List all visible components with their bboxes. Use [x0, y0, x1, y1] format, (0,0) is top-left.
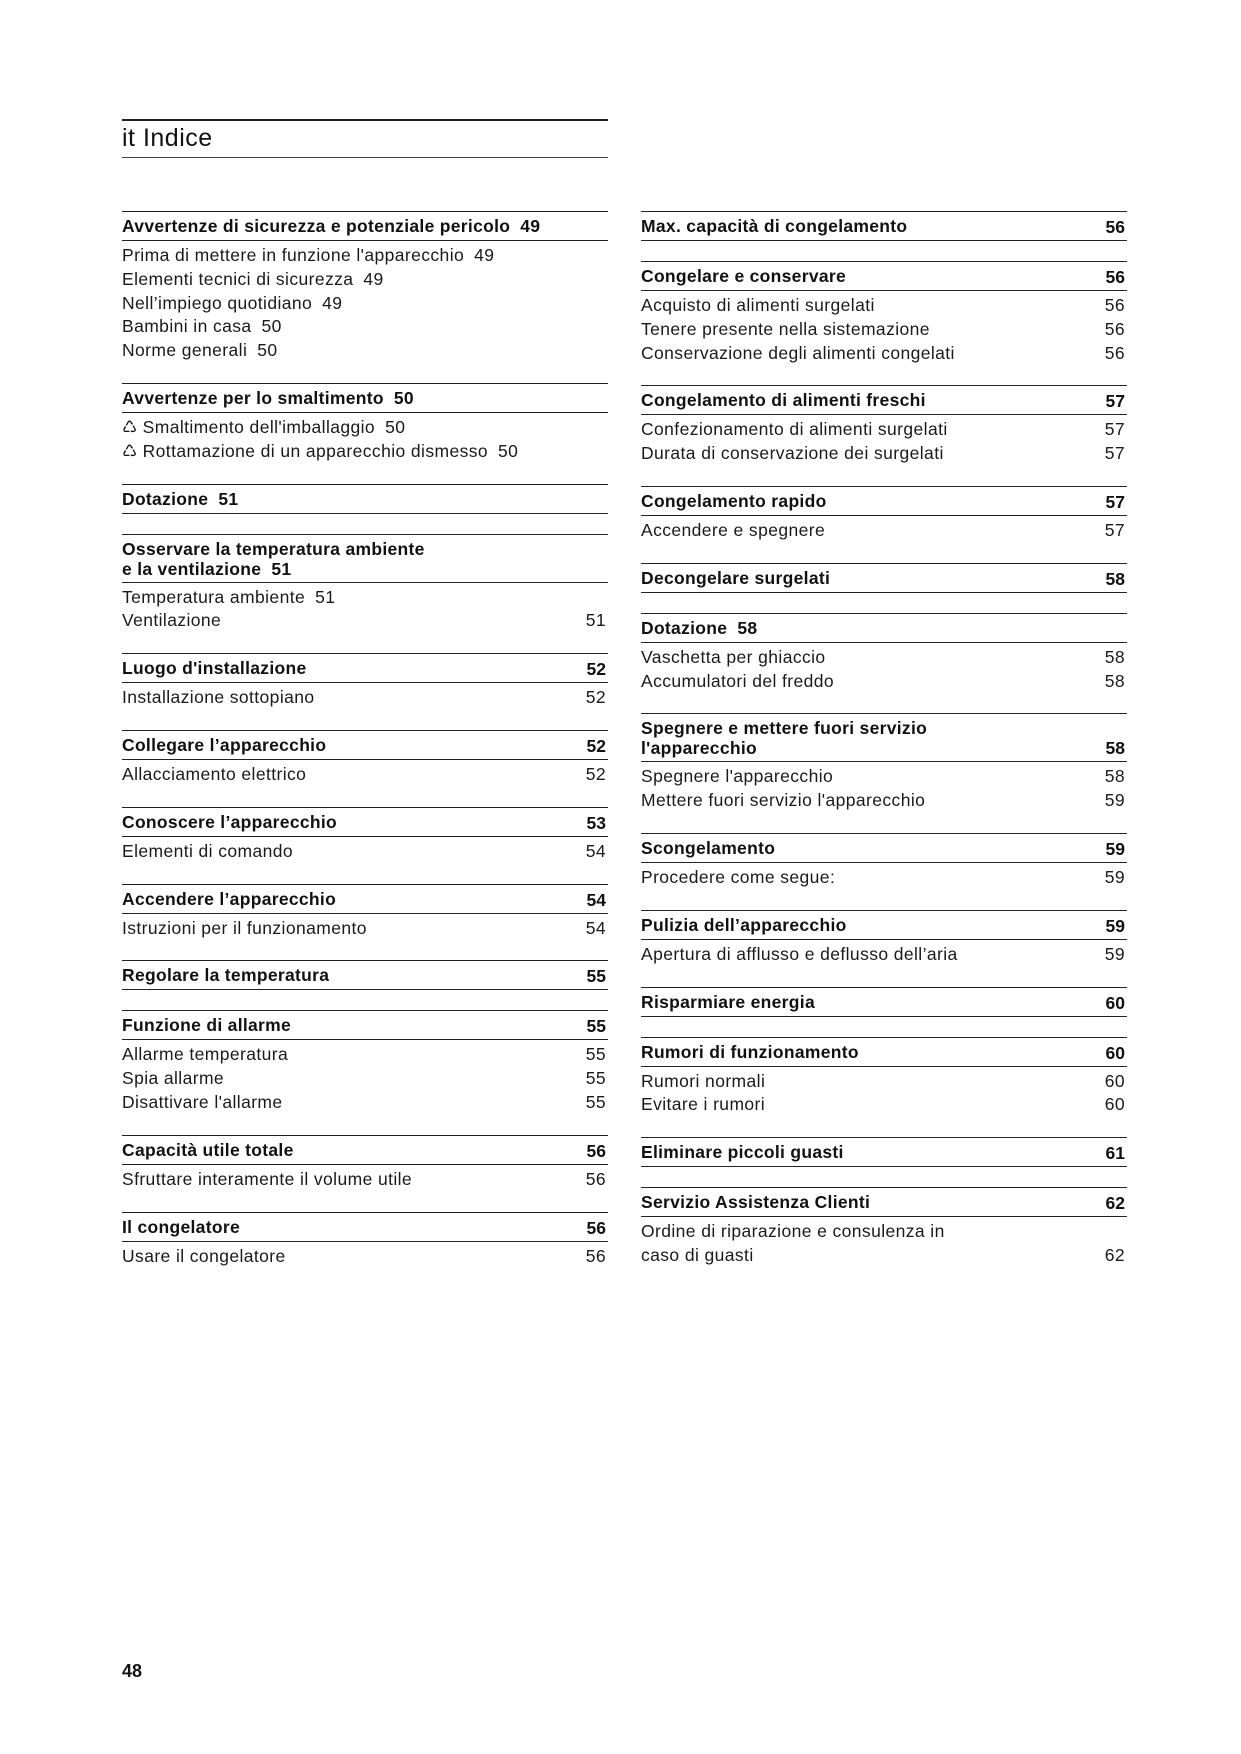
section-title[interactable]	[641, 1042, 1127, 1062]
section-title[interactable]	[641, 216, 1127, 236]
section-entries	[122, 1165, 608, 1192]
section-title-text: Regolare la temperatura	[122, 965, 330, 986]
toc-section	[641, 385, 1127, 466]
section-page-number: 52	[586, 735, 606, 756]
entry-text: Bambini in casa	[122, 316, 252, 337]
section-title[interactable]	[122, 1015, 608, 1035]
section-heading[interactable]	[641, 833, 1127, 863]
entry-text: Ordine di riparazione e consulenza in	[641, 1221, 945, 1242]
section-heading[interactable]	[641, 261, 1127, 291]
section-page-number: 61	[1105, 1143, 1125, 1164]
section-entries	[641, 291, 1127, 365]
toc-entry[interactable]	[122, 416, 608, 440]
section-title-text: Collegare l’apparecchio	[122, 734, 327, 755]
toc-entry[interactable]	[122, 1245, 608, 1269]
section-title-text: Osservare la temperatura ambiente	[122, 538, 425, 559]
section-title[interactable]	[641, 491, 1127, 511]
entry-page-number: 62	[1104, 1244, 1125, 1265]
section-page-number: 62	[1105, 1193, 1125, 1214]
section-title-text: Avvertenze di sicurezza e potenziale pericolo	[122, 216, 511, 236]
entry-text: Rottamazione di un apparecchio dismesso	[142, 440, 489, 461]
toc-section	[122, 1010, 608, 1114]
entry-page-number: 54	[585, 917, 606, 938]
entry-text: Spegnere l'apparecchio	[641, 766, 834, 787]
toc-section	[122, 1135, 608, 1192]
section-entries	[641, 940, 1127, 967]
toc-section	[641, 713, 1127, 813]
section-page-number: 59	[1105, 838, 1125, 859]
section-title[interactable]	[122, 658, 608, 678]
section-title-text: Servizio Assistenza Clienti	[641, 1192, 871, 1213]
section-entries	[641, 516, 1127, 543]
entry-text-line2: caso di guasti	[641, 1244, 754, 1265]
entry-text: Nell’impiego quotidiano	[122, 292, 313, 313]
entry-page-number: 52	[585, 763, 606, 784]
entry-page-number: 57	[1104, 419, 1125, 440]
section-title[interactable]	[122, 1140, 608, 1160]
toc-section	[122, 211, 608, 363]
toc-entry[interactable]	[122, 1043, 608, 1067]
section-entries	[122, 914, 608, 941]
toc-section	[122, 653, 608, 710]
toc-section	[641, 1137, 1127, 1167]
section-entries	[122, 760, 608, 787]
section-title[interactable]	[641, 568, 1127, 588]
recycle-icon: ♺	[122, 441, 138, 461]
section-entries	[641, 1217, 1127, 1268]
entry-page-number: 56	[1104, 295, 1125, 315]
section-page-number: 53	[586, 812, 606, 833]
section-title[interactable]	[641, 1192, 1127, 1212]
section-page-number: 58	[1105, 568, 1125, 589]
section-entries	[122, 241, 608, 363]
section-title-text: Congelamento di alimenti freschi	[641, 390, 926, 411]
entry-page-number: 60	[1104, 1070, 1125, 1091]
entry-page-number: 60	[1104, 1094, 1125, 1115]
section-heading[interactable]	[641, 385, 1127, 415]
section-title-text: Decongelare surgelati	[641, 567, 831, 588]
section-title-text: Luogo d'installazione	[122, 658, 307, 679]
section-title-text: Accendere l’apparecchio	[122, 888, 337, 909]
entry-text: Rumori normali	[641, 1070, 766, 1091]
section-title[interactable]	[122, 539, 608, 579]
toc-entry[interactable]	[641, 1093, 1127, 1117]
toc-entry[interactable]	[641, 1220, 1127, 1268]
toc-entry[interactable]	[641, 442, 1127, 466]
entry-text: Apertura di afflusso e deflusso dell’aria	[641, 943, 958, 964]
section-page-number: 56	[586, 1140, 606, 1161]
section-entries	[122, 683, 608, 710]
toc-section	[122, 484, 608, 514]
entry-text: Istruzioni per il funzionamento	[122, 917, 367, 938]
section-title-text: Spegnere e mettere fuori servizio	[641, 718, 928, 739]
section-title-text: Avvertenze per lo smaltimento	[122, 387, 384, 408]
section-heading[interactable]	[122, 884, 608, 914]
toc-section	[641, 1037, 1127, 1118]
section-title-text: Eliminare piccoli guasti	[641, 1142, 844, 1163]
entry-text: Disattivare l'allarme	[122, 1091, 283, 1112]
toc-column-left	[122, 211, 608, 1288]
section-entries	[122, 837, 608, 864]
entry-page-number: 50	[261, 316, 282, 337]
entry-text: Vaschetta per ghiaccio	[641, 646, 826, 667]
section-title[interactable]	[122, 388, 608, 408]
section-title[interactable]	[641, 915, 1127, 935]
entry-text: Ventilazione	[122, 610, 222, 631]
toc-entry[interactable]	[641, 789, 1127, 813]
toc-entry[interactable]	[122, 268, 608, 292]
entry-page-number: 55	[585, 1044, 606, 1065]
toc-entry[interactable]	[641, 646, 1127, 670]
section-heading[interactable]	[122, 1212, 608, 1242]
entry-page-number: 50	[385, 416, 406, 437]
toc-section	[122, 807, 608, 864]
section-title[interactable]	[122, 1217, 608, 1237]
section-title-text: Max. capacità di congelamento	[641, 216, 908, 236]
section-title-text: Rumori di funzionamento	[641, 1041, 859, 1062]
entry-page-number: 57	[1104, 519, 1125, 540]
toc-section	[641, 1187, 1127, 1268]
entry-page-number: 56	[585, 1168, 606, 1189]
section-page-number: 55	[586, 966, 606, 987]
section-heading[interactable]	[641, 613, 1127, 643]
entry-page-number: 56	[1104, 342, 1125, 363]
section-title-text: Risparmiare energia	[641, 991, 815, 1012]
section-title-text: Pulizia dell’apparecchio	[641, 914, 847, 935]
section-title[interactable]	[122, 735, 608, 755]
section-page-number: 56	[586, 1217, 606, 1238]
section-title-text-line2: l'apparecchio	[641, 738, 758, 759]
entry-text: Elementi tecnici di sicurezza	[122, 268, 354, 289]
section-heading[interactable]	[122, 383, 608, 413]
section-heading[interactable]	[641, 486, 1127, 516]
section-title-text: Capacità utile totale	[122, 1139, 294, 1160]
section-page-number: 50	[393, 387, 414, 408]
section-page-number: 56	[1105, 217, 1125, 237]
entry-text: Sfruttare interamente il volume utile	[122, 1168, 413, 1189]
section-entries	[641, 415, 1127, 466]
section-page-number: 51	[218, 488, 239, 509]
section-title[interactable]	[122, 216, 608, 236]
section-page-number: 58	[737, 617, 758, 638]
section-title-text: Dotazione	[122, 488, 209, 509]
section-title-text: Congelamento rapido	[641, 490, 827, 511]
toc-section	[641, 833, 1127, 890]
entry-text: Confezionamento di alimenti surgelati	[641, 419, 948, 440]
section-heading[interactable]	[122, 1010, 608, 1040]
section-title[interactable]	[641, 992, 1127, 1012]
section-page-number: 58	[1105, 738, 1125, 759]
toc-entry[interactable]	[122, 315, 608, 339]
toc-entry[interactable]	[641, 519, 1127, 543]
toc-entry[interactable]	[641, 670, 1127, 694]
page-title: it Indice	[122, 124, 213, 152]
entry-text: Procedere come segue:	[641, 866, 836, 887]
entry-page-number: 56	[585, 1245, 606, 1266]
toc-section	[122, 960, 608, 990]
section-title-text: Congelare e conservare	[641, 266, 847, 286]
section-page-number: 51	[271, 558, 292, 579]
toc-section	[641, 486, 1127, 543]
entry-page-number: 49	[322, 292, 343, 313]
section-page-number: 59	[1105, 915, 1125, 936]
entry-text: Spia allarme	[122, 1068, 225, 1089]
section-page-number: 57	[1105, 491, 1125, 512]
section-title[interactable]	[122, 965, 608, 985]
toc-section	[122, 383, 608, 464]
entry-text: Smaltimento dell'imballaggio	[142, 416, 376, 437]
section-heading[interactable]	[122, 534, 608, 583]
entry-page-number: 50	[257, 340, 278, 361]
entry-text: Elementi di comando	[122, 840, 294, 861]
toc-section	[641, 211, 1127, 241]
toc-entry[interactable]	[641, 866, 1127, 890]
section-heading[interactable]	[122, 730, 608, 760]
toc-column-right	[641, 211, 1127, 1288]
toc-entry[interactable]	[122, 609, 608, 633]
section-page-number: 60	[1105, 992, 1125, 1013]
section-heading[interactable]	[641, 1137, 1127, 1167]
toc-section	[641, 987, 1127, 1017]
section-title[interactable]	[641, 618, 1127, 638]
entry-page-number: 59	[1104, 866, 1125, 887]
toc-section	[122, 884, 608, 941]
section-title[interactable]	[641, 1142, 1127, 1162]
entry-text: Accumulatori del freddo	[641, 670, 835, 691]
section-heading[interactable]	[122, 807, 608, 837]
recycle-icon: ♺	[122, 417, 138, 437]
entry-page-number: 58	[1104, 670, 1125, 691]
section-page-number: 49	[520, 216, 541, 236]
section-title[interactable]	[122, 812, 608, 832]
toc-section	[641, 613, 1127, 694]
toc-entry[interactable]	[641, 765, 1127, 789]
entry-text: Temperatura ambiente	[122, 586, 306, 607]
section-title[interactable]	[641, 266, 1127, 286]
entry-text: Norme generali	[122, 340, 248, 361]
entry-page-number: 51	[585, 610, 606, 631]
entry-page-number: 59	[1104, 943, 1125, 964]
section-title-text: Scongelamento	[641, 837, 776, 858]
toc-entry[interactable]	[122, 1168, 608, 1192]
entry-page-number: 49	[474, 245, 495, 265]
section-heading[interactable]	[641, 910, 1127, 940]
section-heading[interactable]	[122, 211, 608, 241]
entry-text: Allacciamento elettrico	[122, 763, 307, 784]
section-entries	[641, 863, 1127, 890]
section-title-text: Dotazione	[641, 617, 728, 638]
section-page-number: 52	[586, 659, 606, 680]
section-entries	[641, 762, 1127, 813]
entry-page-number: 56	[1104, 318, 1125, 339]
toc-section	[122, 534, 608, 634]
entry-page-number: 58	[1104, 646, 1125, 667]
toc-entry[interactable]	[122, 339, 608, 363]
section-title-text: Funzione di allarme	[122, 1015, 292, 1036]
section-title[interactable]	[641, 718, 1127, 758]
section-heading[interactable]	[641, 1037, 1127, 1067]
section-title[interactable]	[641, 390, 1127, 410]
section-heading[interactable]	[122, 960, 608, 990]
section-page-number: 60	[1105, 1042, 1125, 1063]
section-heading[interactable]	[122, 653, 608, 683]
entry-page-number: 54	[585, 840, 606, 861]
entry-page-number: 52	[585, 687, 606, 708]
section-title[interactable]	[122, 889, 608, 909]
section-title-text: Il congelatore	[122, 1216, 240, 1237]
toc-entry[interactable]	[122, 440, 608, 464]
section-title-text-line2: e la ventilazione	[122, 558, 262, 579]
entry-page-number: 49	[363, 268, 384, 289]
entry-page-number: 51	[315, 586, 336, 607]
entry-text: Installazione sottopiano	[122, 687, 315, 708]
entry-page-number: 55	[585, 1091, 606, 1112]
entry-text: Mettere fuori servizio l'apparecchio	[641, 790, 926, 811]
entry-text: Prima di mettere in funzione l'apparecchio	[122, 245, 465, 265]
section-page-number: 54	[586, 889, 606, 910]
toc-entry[interactable]	[641, 294, 1127, 318]
toc-entry[interactable]	[122, 686, 608, 710]
section-heading[interactable]	[641, 713, 1127, 762]
toc-entry[interactable]	[122, 1091, 608, 1115]
toc-entry[interactable]	[641, 318, 1127, 342]
page-number: 48	[122, 1661, 143, 1681]
toc-section	[641, 563, 1127, 593]
section-page-number: 57	[1105, 391, 1125, 412]
toc-entry[interactable]	[122, 917, 608, 941]
entry-text: Acquisto di alimenti surgelati	[641, 295, 875, 315]
section-page-number: 55	[586, 1016, 606, 1037]
section-entries	[641, 1067, 1127, 1118]
section-entries	[122, 1040, 608, 1114]
toc-entry[interactable]	[641, 342, 1127, 366]
toc-section	[122, 1212, 608, 1269]
toc-section	[641, 261, 1127, 365]
header-bar	[122, 119, 608, 158]
entry-page-number: 58	[1104, 766, 1125, 787]
section-heading[interactable]	[641, 211, 1127, 241]
section-heading[interactable]	[122, 484, 608, 514]
entry-text: Allarme temperatura	[122, 1044, 289, 1065]
section-page-number: 56	[1105, 267, 1125, 287]
section-entries	[122, 413, 608, 464]
entry-page-number: 57	[1104, 443, 1125, 464]
toc-section	[641, 910, 1127, 967]
section-entries	[122, 583, 608, 634]
toc-entry[interactable]	[122, 586, 608, 610]
section-heading[interactable]	[641, 1187, 1127, 1217]
toc-entry[interactable]	[641, 418, 1127, 442]
section-heading[interactable]	[641, 563, 1127, 593]
entry-page-number: 50	[498, 440, 519, 461]
entry-text: Durata di conservazione dei surgelati	[641, 443, 944, 464]
entry-text: Usare il congelatore	[122, 1245, 286, 1266]
section-entries	[122, 1242, 608, 1269]
entry-text: Accendere e spegnere	[641, 519, 826, 540]
entry-text: Tenere presente nella sistemazione	[641, 318, 930, 339]
toc-section	[122, 730, 608, 787]
section-title[interactable]	[641, 838, 1127, 858]
toc-entry[interactable]	[122, 244, 608, 268]
entry-page-number: 55	[585, 1068, 606, 1089]
toc-entry[interactable]	[122, 840, 608, 864]
entry-text: Evitare i rumori	[641, 1094, 766, 1115]
toc-entry[interactable]	[122, 1067, 608, 1091]
section-entries	[641, 643, 1127, 694]
toc-entry[interactable]	[122, 763, 608, 787]
entry-page-number: 59	[1104, 790, 1125, 811]
section-heading[interactable]	[641, 987, 1127, 1017]
section-title-text: Conoscere l’apparecchio	[122, 811, 338, 832]
section-heading[interactable]	[122, 1135, 608, 1165]
toc-entry[interactable]	[641, 1070, 1127, 1094]
toc-entry[interactable]	[122, 292, 608, 316]
section-title[interactable]	[122, 489, 608, 509]
entry-text: Conservazione degli alimenti congelati	[641, 342, 955, 363]
toc-entry[interactable]	[641, 943, 1127, 967]
